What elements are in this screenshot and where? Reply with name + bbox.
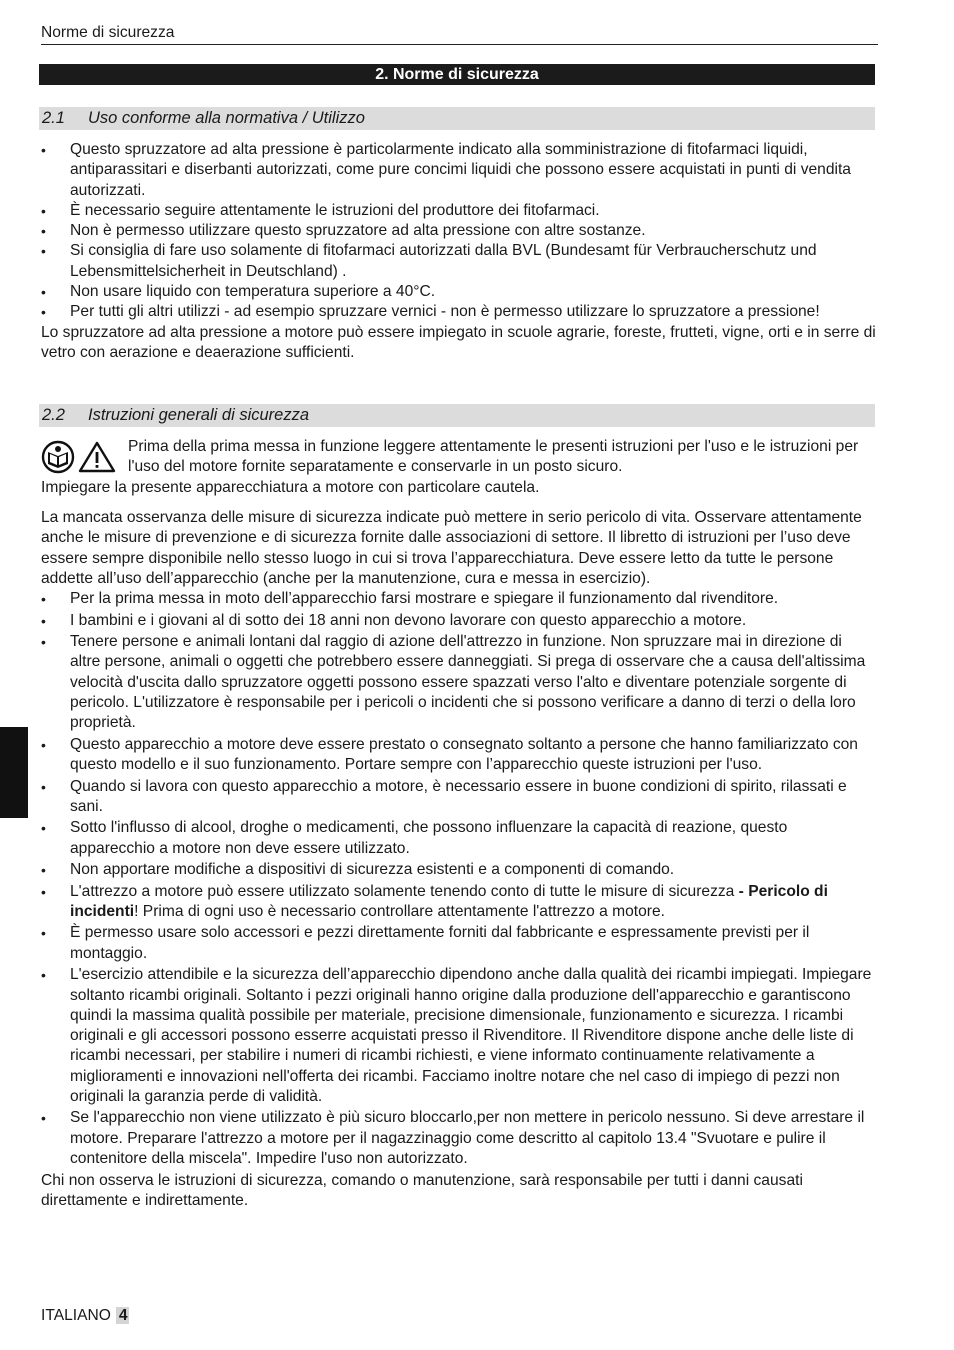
warning-triangle-icon [80,443,114,471]
section-title: Istruzioni generali di sicurezza [88,406,310,424]
footer-language: ITALIANO [41,1307,111,1324]
list-item: • Questo apparecchio a motore deve essere prestato o consegnato soltanto a persone che hanno familiarizzato con questo modello e il suo funzionamento. Portare sempre con l’apparecchio queste istruzioni per l'uso. [41,735,876,776]
running-header: Norme di sicurezza [41,23,878,45]
list-item: • È necessario seguire attentamente le istruzioni del produttore dei fitofarmaci. [41,201,876,221]
list-item: • Se l'apparecchio non viene utilizzato è più sicuro bloccarlo,per non mettere in pericolo nessuno. Si deve arrestare il motore. Preparare l'attrezzo a motore per il nagazzinaggio come descritto al capitolo 13.4 "Svuotare e pulire il contenitore della miscela". Impedire l'uso non autorizzato. [41,1108,876,1169]
page-number: 4 [116,1307,129,1324]
danger-bold-text: - Pericolo di incidenti [70,882,828,920]
list-item: • Quando si lavora con questo apparecchio a motore, è necessario essere in buone condizioni di spirito, rilassati e sani. [41,777,876,818]
list-item: • Per la prima messa in moto dell’apparecchio farsi mostrare e spiegare il funzionamento dal rivenditore. [41,589,876,609]
section-2-1-body [41,140,876,363]
section-number: 2.2 [42,406,65,424]
list-item: • Tenere persone e animali lontani dal raggio di azione dell'attrezzo in funzione. Non spruzzare mai in direzione di altre persone, animali o oggetti che potrebbero essere danneggiati. Si prega di osservare che a causa dell'altissima velocità d'uscita dallo spruzzatore oggetti possono essere spazzati verso l'alto e diventare potenziale sorgente di pericolo. L'utilizzatore è responsabile per i pericoli o incidenti che si possono verificare a danno di terzi o della loro proprietà. [41,632,876,733]
danger-text-after: ! Prima di ogni uso è necessario controllare attentamente l'attrezzo a motore. [134,902,665,920]
list-item: • L'esercizio attendibile e la sicurezza dell’apparecchio dipendono anche dalla qualità dei ricambi impiegati. Impiegare soltanto ricambi originali. Soltanto i pezzi originali hanno origine dalla produzione dell'apparecchio e garantiscono quindi la massima qualità possibile per materiale, precisione dimensionale, funzionamento e sicurezza. I ricambi originali e gli accessori possono esserre acquistati presso il Rivenditore. Il Rivenditore dispone anche delle liste di ricambi necessari, per stabilire i numeri di ricambi richiesti, e viene informato continuamente relativamente a miglioramenti e innovazioni nell'offerta dei ricambi. Facciamo inoltre notare che nel caso di impiego di pezzi non originali la garanzia perde di validità. [41,965,876,1107]
chapter-title: 2. Norme di sicurezza [39,64,875,85]
section-heading-2-2 [39,404,875,427]
list-item: • È permesso usare solo accessori e pezzi direttamente forniti dal fabbricante e espressamente previsti per il montaggio. [41,923,876,964]
safety-icons [41,440,121,474]
list-item: • Non è permesso utilizzare questo spruzzatore ad alta pressione con altre sostanze. [41,221,876,241]
list-item: • Per tutti gli altri utilizzi - ad esempio spruzzare vernici - non è permesso utilizzare lo spruzzatore a pressione! [41,302,876,322]
section-number: 2.1 [42,109,65,127]
danger-text-before: L'attrezzo a motore può essere utilizzato solamente tenendo conto di tutte le misure di sicurezza [70,882,739,900]
safety-intro-paragraph: La mancata osservanza delle misure di sicurezza indicate può mettere in serio pericolo di vita. Osservare attentamente anche le misure di prevenzione e di sicurezza fornite dalle associazioni di settore. Il libretto di istruzioni per l’uso deve essere sempre disponibile nello stesso luogo in cui si trova l’apparecchiatura. Deve essere letto da tutte le persone addette all’uso dell’apparecchio (anche per la manutenzione, cura e messa in esercizio). [41,509,862,587]
safety-bullet-list [41,589,876,1169]
list-item: • Questo spruzzatore ad alta pressione è particolarmente indicato alla somministrazione di fitofarmaci liquidi, antiparassitari e diserbanti autorizzati, come pure concimi liquidi che possono essere acquistati in punti di vendita autorizzati. [41,140,876,201]
list-item: • Sotto l'influsso di alcool, droghe o medicamenti, che possono influenzare la capacità di reazione, questo apparecchio a motore non deve essere utilizzato. [41,818,876,859]
caution-line: Impiegare la presente apparecchiatura a motore con particolare cautela. [41,479,540,496]
usage-closing-paragraph: Lo spruzzatore ad alta pressione a motore può essere impiegato in scuole agrarie, foreste, frutteti, vigne, orti e in serre di vetro con aerazione e deaerazione sufficienti. [41,323,876,361]
list-item-danger [41,882,876,923]
page-footer [41,1306,129,1326]
language-side-tab [0,727,28,818]
list-item: • Non usare liquido con temperatura superiore a 40°C. [41,282,876,302]
section-2-2-body [41,508,876,1211]
section-title: Uso conforme alla normativa / Utilizzo [88,109,365,127]
list-item: • Non apportare modifiche a dispositivi di sicurezza esistenti e a componenti di comando. [41,860,876,880]
list-item: • Si consiglia di fare uso solamente di fitofarmaci autorizzati dalla BVL (Bundesamt für Verbraucherschutz und Lebensmittelsicherheit in Deutschland) . [41,241,876,282]
list-item: • I bambini e i giovani al di sotto dei 18 anni non devono lavorare con questo apparecchio a motore. [41,611,876,631]
section-heading-2-1 [39,107,875,130]
responsibility-closing-paragraph: Chi non osserva le istruzioni di sicurezza, comando o manutenzione, sarà responsabile per tutti i danni causati direttamente e indirettamente. [41,1171,803,1209]
read-instructions-warning: Prima della prima messa in funzione leggere attentamente le presenti istruzioni per l'uso e le istruzioni per l'uso del motore fornite separatamente e conservarle in un posto sicuro. [128,438,859,476]
read-manual-icon [43,442,73,472]
usage-bullet-list [41,140,876,323]
